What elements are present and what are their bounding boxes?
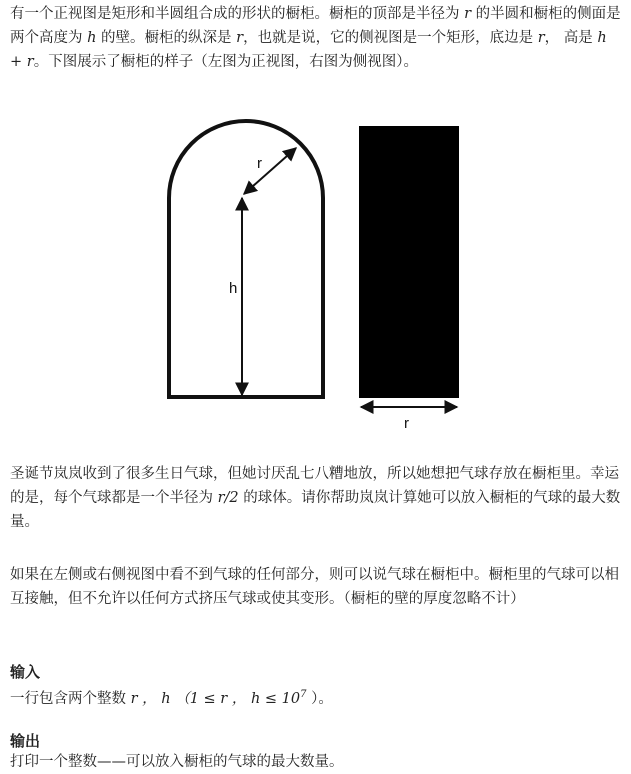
cupboard-figure [160,118,480,438]
side-r-label: r [404,415,409,432]
input-description [10,683,622,711]
intro-text-4: ，也就是说，它的侧视图是一个矩形，底边是 [243,30,538,46]
input-exponent: 7 [300,689,307,700]
output-description: 打印一个整数——可以放入橱柜的气球的最大数量。 [10,754,344,770]
intro-text-6: 。下图展示了橱柜的样子（左图为正视图，右图为侧视图）。 [33,54,418,70]
front-r-label: r [257,155,262,172]
input-heading: 输入 [10,663,41,681]
front-h-label: h [229,280,238,297]
var-r: r [236,30,244,46]
var-r: r [464,6,472,22]
story-text-1: 圣诞节岚岚收到了很多生日气球，但她讨厌乱七八糟地放，所以她想把气球存放在橱柜里。幸运的是，每个气球都是一个半径为 [10,466,619,506]
intro-text-5: ， 高是 [544,30,598,46]
story-text-2: 的球体。请你帮助岚岚计算她可以放入橱柜的气球的最大数量。 [10,490,621,530]
intro-paragraph [10,2,622,74]
var-r: r [537,30,545,46]
var-r-half: r/2 [217,490,239,506]
story-paragraph [10,462,622,534]
radius-arrow [244,148,296,194]
intro-text-3: 的壁。橱柜的纵深是 [96,30,237,46]
intro-text-1: 有一个正视图是矩形和半圆组合成的形状的橱柜。橱柜的顶部是半径为 [10,6,465,22]
output-heading: 输出 [10,732,41,750]
side-view-rect [359,126,459,398]
var-h-plus-r: h + r [10,30,607,70]
front-view-outline [169,121,323,397]
input-text: 一行包含两个整数 [10,690,131,707]
rule-paragraph: 如果在左侧或右侧视图中看不到气球的任何部分，则可以说气球在橱柜中。橱柜里的气球可以相互接触，但不允许以任何方式挤压气球或使其变形。（橱柜的壁的厚度忽略不计） [10,567,619,607]
var-h: h [87,30,97,46]
input-constraint: r ， h （1 ≤ r ， h ≤ 10 [130,690,301,707]
input-tail: ）。 [306,690,333,707]
intro-text-2: 的半圆和橱柜的侧面是两个高度为 [10,6,621,46]
